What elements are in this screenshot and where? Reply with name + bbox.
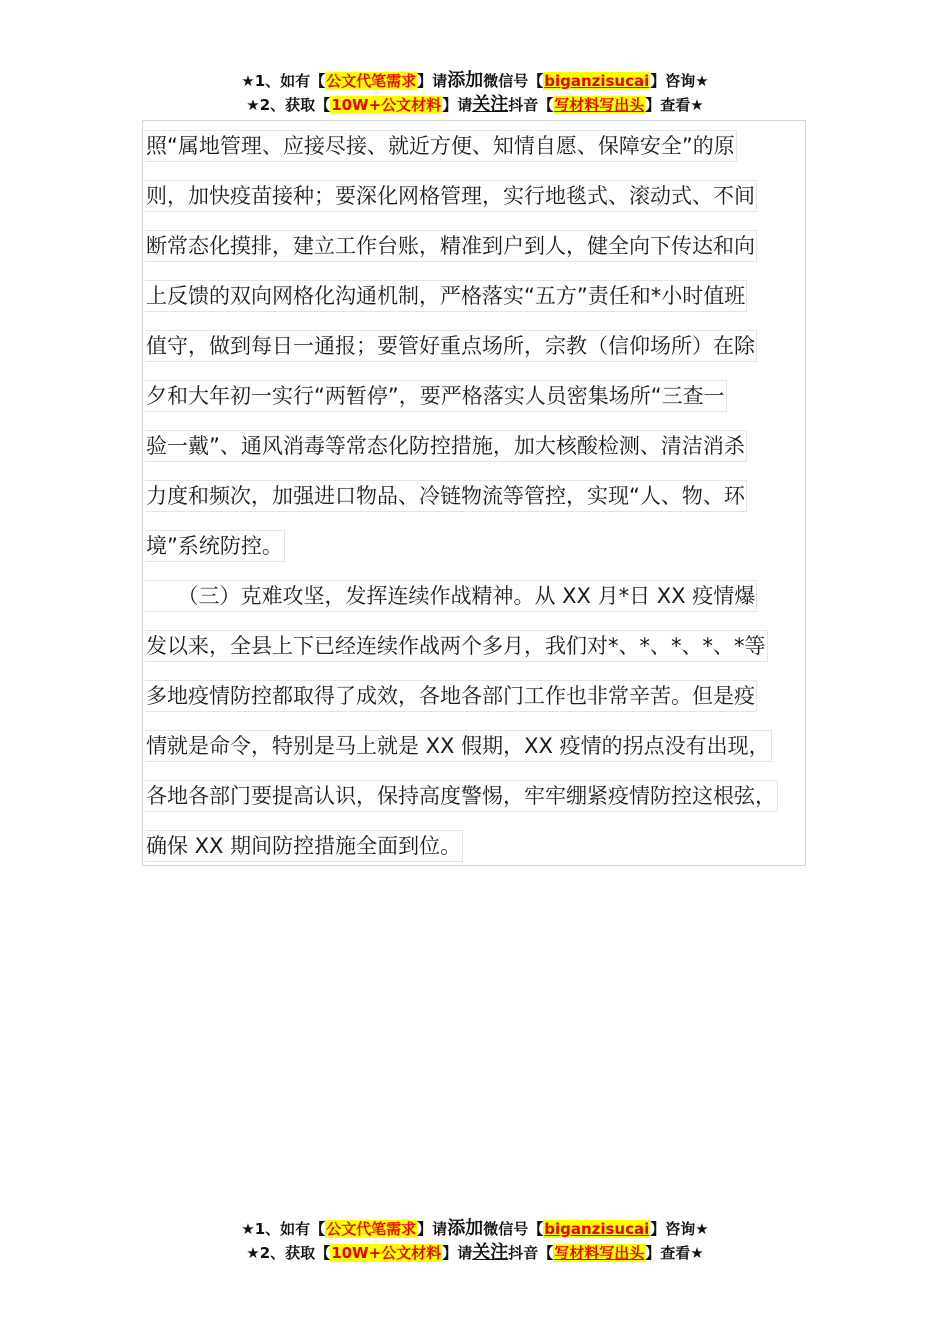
banner-line1-middle2: 微信号【 <box>483 72 544 90</box>
text-line-content: 上反馈的双向网格化沟通机制，严格落实“五方”责任和*小时值班 <box>145 280 747 312</box>
banner-line2-suffix: 】查看★ <box>645 1244 704 1262</box>
banner-line1-middle1: 】请 <box>417 1220 448 1238</box>
banner-line-2 <box>0 93 950 117</box>
banner-line1-emphasis: 添加 <box>447 70 484 91</box>
banner-line1-prefix: ★1、如有【 <box>241 1220 326 1238</box>
header-banner <box>0 69 950 117</box>
text-line <box>145 721 845 771</box>
text-line <box>145 321 845 371</box>
text-line <box>145 521 845 571</box>
text-line-content: 情就是命令，特别是马上就是 XX 假期，XX 疫情的拐点没有出现， <box>145 730 772 762</box>
text-line-content: （三）克难攻坚，发挥连续作战精神。从 XX 月*日 XX 疫情爆 <box>145 580 757 612</box>
text-line-content: 多地疫情防控都取得了成效，各地各部门工作也非常辛苦。但是疫 <box>145 680 757 712</box>
text-line <box>145 821 845 871</box>
text-line-content: 则，加快疫苗接种；要深化网格管理，实行地毯式、滚动式、不间 <box>145 180 757 212</box>
text-line-content: 验一戴”、通风消毒等常态化防控措施，加大核酸检测、清洁消杀 <box>145 430 747 462</box>
banner-line2-highlight-materials: 10W+公文材料 <box>331 96 442 114</box>
banner-line-1 <box>0 69 950 93</box>
banner-line2-middle2: 抖音【 <box>508 1244 554 1262</box>
text-line <box>145 271 845 321</box>
banner-line1-emphasis: 添加 <box>447 1218 484 1239</box>
banner-line1-suffix: 】咨询★ <box>650 1220 709 1238</box>
text-line <box>145 221 845 271</box>
text-line-content: 各地各部门要提高认识，保持高度警惕，牢牢绷紧疫情防控这根弦， <box>145 780 778 812</box>
banner-line2-highlight-douyin: 写材料写出头 <box>554 96 645 114</box>
text-line-content: 发以来，全县上下已经连续作战两个多月，我们对*、*、*、*、*等 <box>145 630 768 662</box>
banner-line1-middle2: 微信号【 <box>483 1220 544 1238</box>
text-line-content: 境”系统防控。 <box>145 530 285 562</box>
banner-line1-highlight-wechat: biganzisucai <box>544 1220 650 1238</box>
banner-line2-emphasis: 关注 <box>472 1242 509 1263</box>
banner-line2-highlight-materials: 10W+公文材料 <box>331 1244 442 1262</box>
text-line <box>145 121 845 171</box>
banner-line2-prefix: ★2、获取【 <box>246 1244 331 1262</box>
text-line <box>145 671 845 721</box>
banner-line2-middle1: 】请 <box>442 96 473 114</box>
banner-line2-prefix: ★2、获取【 <box>246 96 331 114</box>
banner-line1-highlight-service: 公文代笔需求 <box>326 72 417 90</box>
banner-line2-middle2: 抖音【 <box>508 96 554 114</box>
banner-line1-highlight-wechat: biganzisucai <box>544 72 650 90</box>
text-line-content: 夕和大年初一实行“两暂停”，要严格落实人员密集场所“三查一 <box>145 380 727 412</box>
footer-banner <box>0 1217 950 1265</box>
text-line-content: 确保 XX 期间防控措施全面到位。 <box>145 830 463 862</box>
banner-line-2 <box>0 1241 950 1265</box>
text-line-content: 照“属地管理、应接尽接、就近方便、知情自愿、保障安全”的原 <box>145 130 737 162</box>
banner-line1-prefix: ★1、如有【 <box>241 72 326 90</box>
banner-line1-middle1: 】请 <box>417 72 448 90</box>
text-line <box>145 471 845 521</box>
banner-line-1 <box>0 1217 950 1241</box>
text-line <box>145 771 845 821</box>
banner-line1-highlight-service: 公文代笔需求 <box>326 1220 417 1238</box>
text-line <box>145 171 845 221</box>
text-line <box>145 421 845 471</box>
text-line-content: 断常态化摸排，建立工作台账，精准到户到人，健全向下传达和向 <box>145 230 757 262</box>
banner-line2-suffix: 】查看★ <box>645 96 704 114</box>
text-line <box>145 571 845 621</box>
banner-line2-emphasis: 关注 <box>472 94 509 115</box>
text-line-content: 值守，做到每日一通报；要管好重点场所，宗教（信仰场所）在除 <box>145 330 757 362</box>
banner-line1-suffix: 】咨询★ <box>650 72 709 90</box>
banner-line2-highlight-douyin: 写材料写出头 <box>554 1244 645 1262</box>
banner-line2-middle1: 】请 <box>442 1244 473 1262</box>
document-body <box>145 121 845 871</box>
text-line <box>145 621 845 671</box>
text-line <box>145 371 845 421</box>
text-line-content: 力度和频次，加强进口物品、冷链物流等管控，实现“人、物、环 <box>145 480 747 512</box>
